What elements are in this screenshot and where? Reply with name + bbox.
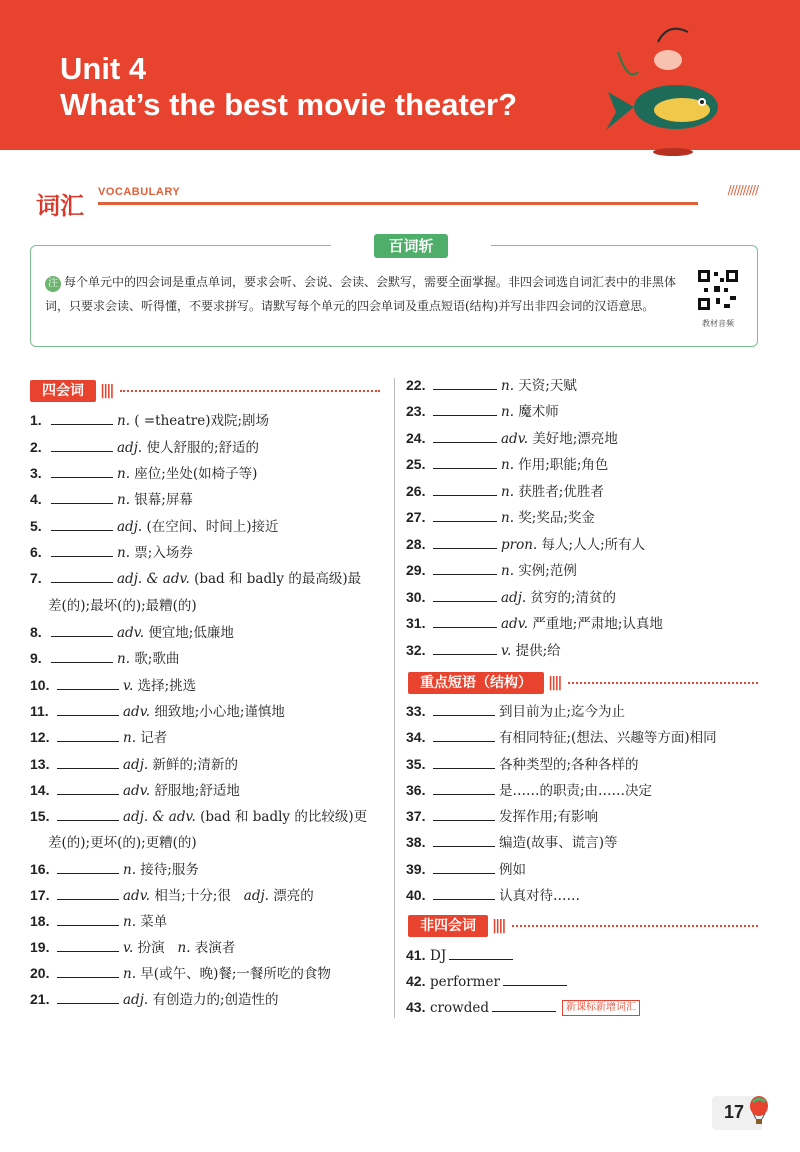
phrase-item bbox=[406, 780, 652, 801]
item-number: 31. bbox=[406, 615, 426, 631]
definition: 美好地;漂亮地 bbox=[532, 431, 618, 447]
definition: (在空间、时间上)接近 bbox=[146, 519, 279, 535]
definition: 贫穷的;清贫的 bbox=[530, 590, 617, 606]
list-item bbox=[30, 516, 279, 537]
list-item bbox=[406, 375, 577, 396]
instruction-tab bbox=[331, 234, 491, 258]
definition: 实例;范例 bbox=[518, 563, 577, 579]
definition: 天资;天赋 bbox=[518, 378, 577, 394]
item-number: 19. bbox=[30, 939, 50, 955]
note-badge-icon: 注 bbox=[45, 276, 61, 292]
definition: 座位;坐处(如椅子等) bbox=[134, 466, 258, 482]
part-of-speech: adj. & adv. bbox=[117, 571, 190, 587]
list-item bbox=[30, 780, 240, 801]
definition: ( =theatre)戏院;剧场 bbox=[134, 413, 270, 429]
item-number: 2. bbox=[30, 439, 42, 455]
list-item bbox=[30, 911, 167, 932]
part-of-speech: adj. bbox=[123, 757, 149, 773]
part-of-speech: n. bbox=[501, 457, 514, 473]
item-number: 37. bbox=[406, 808, 426, 824]
non-four-item bbox=[406, 997, 560, 1018]
item-number: 21. bbox=[30, 991, 50, 1007]
definition: 舒服地;舒适地 bbox=[154, 783, 240, 799]
answer-blank[interactable] bbox=[51, 623, 113, 637]
non-four-item bbox=[406, 945, 517, 966]
definition: 漂亮的 bbox=[273, 888, 314, 904]
part-of-speech: n. bbox=[117, 545, 130, 561]
answer-blank[interactable] bbox=[433, 376, 497, 390]
vocabulary-label-en: VOCABULARY bbox=[98, 186, 181, 198]
part-of-speech: adj. bbox=[117, 440, 143, 456]
answer-blank[interactable] bbox=[433, 886, 495, 900]
item-number: 29. bbox=[406, 562, 426, 578]
part-of-speech: adj. bbox=[117, 519, 143, 535]
list-item bbox=[30, 568, 361, 589]
qr-label: 教材音频 bbox=[702, 319, 734, 328]
part-of-speech: adv. bbox=[123, 704, 151, 720]
item-number: 16. bbox=[30, 861, 50, 877]
list-item bbox=[30, 806, 367, 827]
item-number: 35. bbox=[406, 756, 426, 772]
answer-blank[interactable] bbox=[433, 781, 495, 795]
section-bars-icon: |||| bbox=[100, 383, 113, 399]
answer-blank[interactable] bbox=[433, 641, 497, 655]
answer-blank[interactable] bbox=[57, 938, 119, 952]
item-number: 5. bbox=[30, 518, 42, 534]
item-number: 12. bbox=[30, 729, 50, 745]
section-non-four-label: 非四会词 bbox=[408, 915, 488, 937]
part-of-speech: n. bbox=[117, 413, 130, 429]
item-number: 6. bbox=[30, 544, 42, 560]
answer-blank[interactable] bbox=[51, 649, 113, 663]
part-of-speech: n. bbox=[117, 651, 130, 667]
definition: 严重地;严肃地;认真地 bbox=[532, 616, 663, 632]
instruction-text bbox=[45, 270, 695, 318]
part-of-speech: n. bbox=[123, 862, 136, 878]
item-number: 32. bbox=[406, 642, 426, 658]
whale-illustration-icon bbox=[598, 12, 728, 162]
item-number: 26. bbox=[406, 483, 426, 499]
definition: 银幕;屏幕 bbox=[134, 492, 193, 508]
item-number: 33. bbox=[406, 703, 426, 719]
item-number: 43. bbox=[406, 999, 426, 1015]
definition: (bad 和 badly 的比较级)更 bbox=[200, 809, 368, 825]
instruction-box bbox=[30, 237, 758, 347]
section-non-four-heading bbox=[408, 915, 758, 937]
section-phrases-label: 重点短语（结构） bbox=[408, 672, 544, 694]
item-number: 27. bbox=[406, 509, 426, 525]
list-item bbox=[406, 454, 608, 475]
vocabulary-deco: ////////// bbox=[727, 183, 758, 197]
phrase-item bbox=[406, 701, 625, 722]
part-of-speech: n. bbox=[123, 914, 136, 930]
answer-blank[interactable] bbox=[57, 964, 119, 978]
definition: 细致地;小心地;谨慎地 bbox=[154, 704, 285, 720]
item-number: 10. bbox=[30, 677, 50, 693]
section-bars-icon: |||| bbox=[548, 675, 561, 691]
item-number: 15. bbox=[30, 808, 50, 824]
list-item bbox=[406, 613, 663, 634]
section-dotted-rule bbox=[120, 380, 380, 392]
answer-blank[interactable] bbox=[433, 728, 495, 742]
part-of-speech: v. bbox=[123, 940, 134, 956]
list-item bbox=[406, 560, 577, 581]
definition: 菜单 bbox=[140, 914, 168, 930]
answer-blank[interactable] bbox=[433, 455, 497, 469]
definition: 是……的职责;由……决定 bbox=[499, 783, 653, 799]
section-dotted-rule bbox=[512, 915, 758, 927]
answer-blank[interactable] bbox=[51, 411, 113, 425]
item-number: 25. bbox=[406, 456, 426, 472]
item-number: 9. bbox=[30, 650, 42, 666]
part-of-speech: n. bbox=[177, 940, 191, 956]
definition: 接待;服务 bbox=[140, 862, 199, 878]
definition: 新鲜的;清新的 bbox=[152, 757, 239, 773]
item-number: 23. bbox=[406, 403, 426, 419]
list-item bbox=[30, 410, 269, 431]
list-item bbox=[406, 401, 559, 422]
part-of-speech: pron. bbox=[501, 537, 538, 553]
definition: 各种类型的;各种各样的 bbox=[499, 757, 639, 773]
part-of-speech: adv. bbox=[123, 783, 151, 799]
definition: 认真对待…… bbox=[499, 888, 580, 904]
answer-blank[interactable] bbox=[433, 429, 497, 443]
item-number: 13. bbox=[30, 756, 50, 772]
item-number: 18. bbox=[30, 913, 50, 929]
item-number: 34. bbox=[406, 729, 426, 745]
vocabulary-heading bbox=[28, 178, 758, 218]
section-dotted-rule bbox=[568, 672, 758, 684]
part-of-speech: n. bbox=[117, 492, 130, 508]
list-item bbox=[30, 963, 331, 984]
answer-blank[interactable] bbox=[51, 464, 113, 478]
item-number: 17. bbox=[30, 887, 50, 903]
item-number: 22. bbox=[406, 377, 426, 393]
phrase-item bbox=[406, 806, 598, 827]
section-four-skills-heading bbox=[30, 380, 380, 402]
section-bars-icon: |||| bbox=[492, 918, 505, 934]
list-item bbox=[30, 622, 234, 643]
item-number: 14. bbox=[30, 782, 50, 798]
column-divider bbox=[394, 378, 395, 1018]
part-of-speech: adv. bbox=[117, 625, 145, 641]
list-item bbox=[30, 885, 314, 906]
list-item bbox=[30, 489, 193, 510]
phrase-item bbox=[406, 885, 580, 906]
list-item bbox=[30, 937, 235, 958]
answer-blank[interactable] bbox=[51, 438, 113, 452]
part-of-speech: adj. bbox=[243, 888, 269, 904]
list-item bbox=[30, 437, 259, 458]
definition: 发挥作用;有影响 bbox=[499, 809, 599, 825]
part-of-speech: adj. bbox=[123, 992, 149, 1008]
answer-blank[interactable] bbox=[433, 860, 495, 874]
definition: 记者 bbox=[140, 730, 168, 746]
definition: 相当;十分;很 bbox=[154, 888, 231, 904]
item-number: 3. bbox=[30, 465, 42, 481]
list-item bbox=[406, 481, 604, 502]
item-number: 8. bbox=[30, 624, 42, 640]
part-of-speech: n. bbox=[501, 510, 514, 526]
instruction-body: 每个单元中的四会词是重点单词，要求会听、会说、会读、会默写，需要全面掌握。非四会词选自词汇表中的非黑体词，只要求会读、听得懂，不要求拼写。请默写每个单元的四会单词及重点短语(结构)并写出非四会词的汉语意思。 bbox=[45, 275, 677, 313]
section-four-skills-label: 四会词 bbox=[30, 380, 96, 402]
answer-blank[interactable] bbox=[433, 807, 495, 821]
part-of-speech: n. bbox=[501, 378, 514, 394]
item-number: 41. bbox=[406, 947, 426, 963]
list-item bbox=[30, 754, 238, 775]
list-item bbox=[30, 648, 179, 669]
non-four-item bbox=[406, 971, 571, 992]
item-number: 30. bbox=[406, 589, 426, 605]
section-phrases-heading bbox=[408, 672, 758, 694]
definition: 有相同特征;(想法、兴趣等方面)相同 bbox=[499, 730, 717, 746]
part-of-speech: adj. bbox=[501, 590, 527, 606]
list-item bbox=[30, 727, 167, 748]
list-item bbox=[406, 587, 616, 608]
answer-blank[interactable] bbox=[57, 807, 119, 821]
definition: 票;入场券 bbox=[134, 545, 193, 561]
answer-blank[interactable] bbox=[433, 482, 497, 496]
list-item bbox=[406, 507, 595, 528]
item-number: 24. bbox=[406, 430, 426, 446]
item-number: 11. bbox=[30, 703, 49, 719]
answer-blank[interactable] bbox=[57, 886, 119, 900]
vocabulary-rule bbox=[98, 202, 698, 205]
answer-blank[interactable] bbox=[492, 998, 556, 1012]
definition: 表演者 bbox=[194, 940, 236, 956]
list-item bbox=[406, 640, 561, 661]
page-number-badge bbox=[712, 1092, 772, 1132]
vocabulary-label-cn: 词汇 bbox=[36, 192, 84, 220]
part-of-speech: n. bbox=[501, 484, 514, 500]
instruction-tab-label: 百词斩 bbox=[374, 234, 447, 258]
definition: 早(或午、晚)餐;一餐所吃的食物 bbox=[140, 966, 331, 982]
item-word: crowded bbox=[430, 1000, 489, 1016]
definition: 奖;奖品;奖金 bbox=[518, 510, 595, 526]
part-of-speech: adv. bbox=[501, 431, 529, 447]
answer-blank[interactable] bbox=[57, 912, 119, 926]
answer-blank[interactable] bbox=[433, 508, 497, 522]
definition: 选择;挑选 bbox=[137, 678, 197, 694]
phrase-item bbox=[406, 754, 639, 775]
answer-blank[interactable] bbox=[57, 728, 119, 742]
answer-blank[interactable] bbox=[433, 588, 497, 602]
part-of-speech: adj. & adv. bbox=[123, 809, 196, 825]
list-item bbox=[30, 989, 279, 1010]
part-of-speech: n. bbox=[123, 730, 136, 746]
answer-blank[interactable] bbox=[57, 860, 119, 874]
definition: 歌;歌曲 bbox=[134, 651, 180, 667]
answer-blank[interactable] bbox=[433, 535, 497, 549]
item-word: performer bbox=[430, 974, 500, 990]
item-number: 38. bbox=[406, 834, 426, 850]
definition: 到目前为止;迄今为止 bbox=[499, 704, 626, 720]
definition: 有创造力的;创造性的 bbox=[152, 992, 279, 1008]
list-item bbox=[30, 675, 196, 696]
definition: 便宜地;低廉地 bbox=[148, 625, 234, 641]
list-item bbox=[30, 859, 199, 880]
item-number: 7. bbox=[30, 570, 42, 586]
list-item bbox=[406, 534, 645, 555]
list-item bbox=[30, 701, 285, 722]
definition: 例如 bbox=[499, 862, 526, 878]
item-number: 42. bbox=[406, 973, 426, 989]
part-of-speech: n. bbox=[501, 404, 514, 420]
qr-code-icon[interactable] bbox=[696, 268, 740, 312]
new-vocabulary-tag: 新课标新增词汇 bbox=[562, 1000, 640, 1016]
definition: 使人舒服的;舒适的 bbox=[146, 440, 260, 456]
answer-blank[interactable] bbox=[57, 676, 119, 690]
answer-blank[interactable] bbox=[57, 781, 119, 795]
part-of-speech: n. bbox=[117, 466, 130, 482]
unit-title: What’s the best movie theater? bbox=[60, 87, 518, 122]
item7-continuation: 差(的);最坏(的);最糟(的) bbox=[48, 598, 197, 614]
definition: 获胜者;优胜者 bbox=[518, 484, 604, 500]
item-number: 20. bbox=[30, 965, 50, 981]
part-of-speech: adv. bbox=[501, 616, 529, 632]
definition: 扮演 bbox=[137, 940, 165, 956]
answer-blank[interactable] bbox=[51, 490, 113, 504]
item-number: 36. bbox=[406, 782, 426, 798]
answer-blank[interactable] bbox=[433, 402, 497, 416]
answer-blank[interactable] bbox=[449, 946, 513, 960]
answer-blank[interactable] bbox=[51, 569, 113, 583]
item-number: 39. bbox=[406, 861, 426, 877]
list-item bbox=[406, 428, 618, 449]
hot-air-balloon-icon bbox=[748, 1096, 770, 1126]
phrase-item bbox=[406, 859, 526, 880]
answer-blank[interactable] bbox=[57, 755, 119, 769]
item15-continuation: 差(的);更坏(的);更糟(的) bbox=[48, 835, 197, 851]
unit-header-banner bbox=[0, 0, 800, 150]
answer-blank[interactable] bbox=[51, 543, 113, 557]
list-item bbox=[30, 463, 257, 484]
unit-number: Unit 4 bbox=[60, 51, 147, 86]
definition: (bad 和 badly 的最高级)最 bbox=[194, 571, 362, 587]
definition: 提供;给 bbox=[515, 643, 561, 659]
answer-blank[interactable] bbox=[433, 614, 497, 628]
answer-blank[interactable] bbox=[503, 972, 567, 986]
answer-blank[interactable] bbox=[51, 517, 113, 531]
item-number: 1. bbox=[30, 412, 42, 428]
page-number: 17 bbox=[724, 1102, 745, 1122]
part-of-speech: n. bbox=[501, 563, 514, 579]
answer-blank[interactable] bbox=[433, 702, 495, 716]
list-item bbox=[30, 542, 193, 563]
definition: 魔术师 bbox=[518, 404, 559, 420]
phrase-item bbox=[406, 727, 717, 748]
answer-blank[interactable] bbox=[433, 561, 497, 575]
item-number: 28. bbox=[406, 536, 426, 552]
answer-blank[interactable] bbox=[433, 755, 495, 769]
item-word: DJ bbox=[430, 948, 447, 964]
part-of-speech: adv. bbox=[123, 888, 151, 904]
phrase-item bbox=[406, 832, 618, 853]
definition: 编造(故事、谎言)等 bbox=[499, 835, 618, 851]
answer-blank[interactable] bbox=[57, 990, 119, 1004]
item-number: 4. bbox=[30, 491, 42, 507]
answer-blank[interactable] bbox=[57, 702, 119, 716]
answer-blank[interactable] bbox=[433, 833, 495, 847]
part-of-speech: v. bbox=[501, 643, 512, 659]
definition: 作用;职能;角色 bbox=[518, 457, 609, 473]
definition: 每人;人人;所有人 bbox=[541, 537, 646, 553]
part-of-speech: n. bbox=[123, 966, 136, 982]
part-of-speech: v. bbox=[123, 678, 134, 694]
item-number: 40. bbox=[406, 887, 426, 903]
